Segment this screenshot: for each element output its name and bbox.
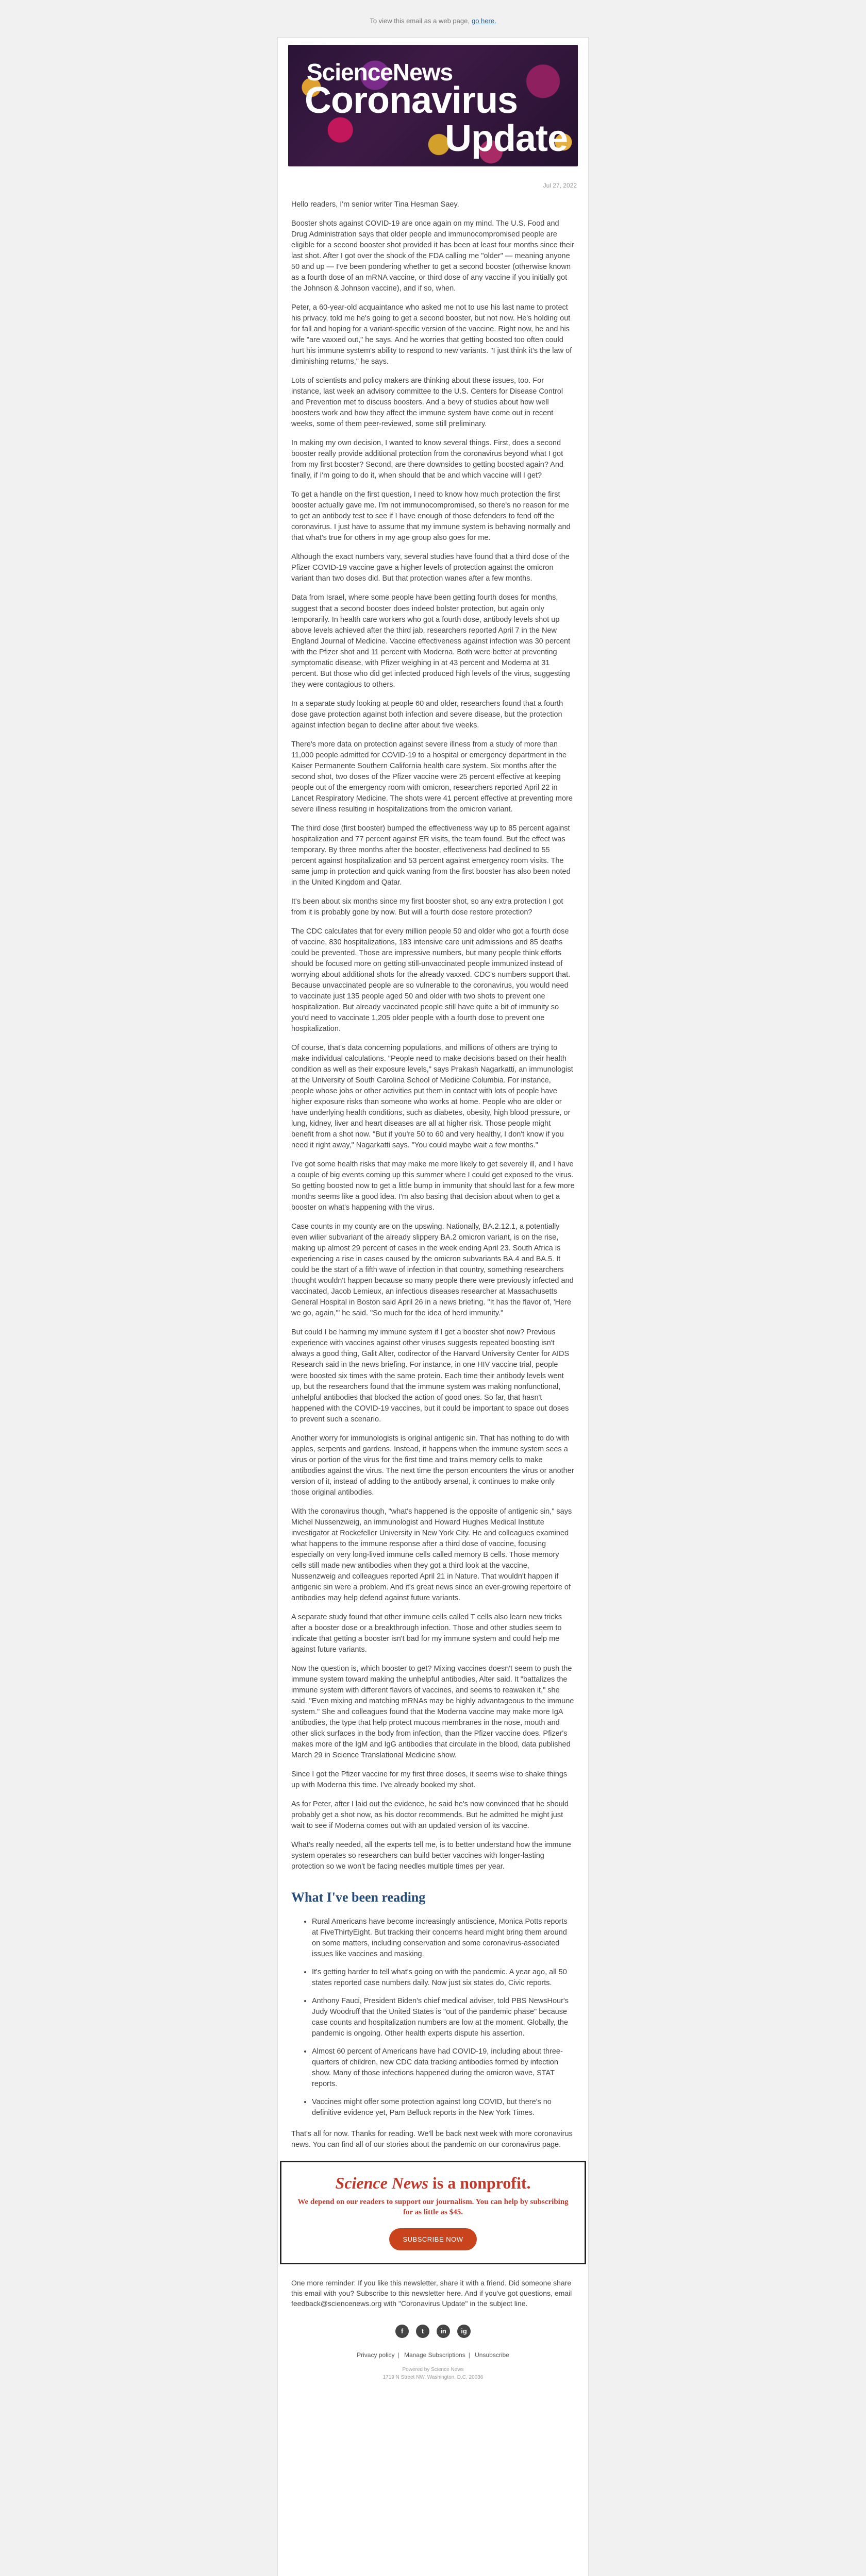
article-paragraph: Another worry for immunologists is original antigenic sin. That has nothing to do with apples, serpents and gardens. Instead, it happens when the immune system sees a virus or portion of the virus for the first time and trains memory cells to make antibodies against the virus. The next time the person encounters the virus or another version of it, instead of adding to the antibody arsenal, it continues to make only those original antibodies. (291, 1434, 574, 1497)
article-paragraph: A separate study found that other immune cells called T cells also learn new tricks after a booster dose or a breakthrough infection. Those and other studies seem to indicate that getting a booster isn't bad for my immune system and could help me against future variants. (291, 1613, 562, 1654)
article-paragraph: Booster shots against COVID-19 are once again on my mind. The U.S. Food and Drug Administration says that older people and immunocompromised people are eligible for a second booster shot provided it has been at least four months since their last shot. After I got over the shock of the FDA calling me "older" — meaning anyone 50 and up — I've been pondering whether to get a second booster (otherwise known as a fourth dose of an mRNA vaccine, or third dose of any vaccine if you initially got the Johnson & Johnson vaccine), and if so, when. (291, 219, 574, 293)
article-paragraph: Case counts in my county are on the upswing. Nationally, BA.2.12.1, a potentially even wilier subvariant of the already slippery BA.2 omicron variant, is on the rise, making up almost 29 percent of cases in the week ending April 23. South Africa is experiencing a rise in cases caused by the omicron subvariants BA.4 and BA.5. It could be the start of a fifth wave of infection in that country, something researchers thought wouldn't happen because so many people there were previously infected and vaccinated, Jacob Lemieux, an infectious diseases researcher at Massachusetts General Hospital in Boston said April 26 in a news briefing. "It has the flavor of, 'Here we go, again,'" he said. "So much for the idea of herd immunity." (291, 1223, 574, 1318)
article-content (291, 199, 575, 2150)
article-paragraph: Although the exact numbers vary, several studies have found that a third dose of the Pfizer COVID-19 vaccine gave a higher levels of protection against the omicron variant than two doses did. But that protection wanes after a few months. (291, 553, 570, 583)
promo-title-italic: Science News (335, 2174, 428, 2193)
brand-logo[interactable]: ScienceNews (307, 59, 453, 86)
article-paragraph: The third dose (first booster) bumped the effectiveness way up to 85 percent against hospitalization and 77 percent against ER visits, the team found. But the effect was temporary. By three months after the booster, effectiveness had declined to 55 percent against hospitalization and 53 percent against emergency room visits. The same jump in protection and quick waning from the first booster has also been noted in the United Kingdom and Qatar. (291, 824, 571, 887)
facebook-icon[interactable]: f (395, 2325, 409, 2338)
reading-list-item: • Almost 60 percent of Americans have had COVID-19, including about three-quarters of children, new CDC data tracking antibodies formed by infection show. Many of those infections happened during the omicron wave, STAT reports. (312, 2046, 575, 2090)
header-banner (288, 45, 578, 166)
article-paragraph: With the coronavirus though, "what's happened is the opposite of antigenic sin," says Michel Nussenzweig, an immunologist and Howard Hughes Medical Institute investigator at Rockefeller University in New York City. He and colleagues examined what happens to the immune response after a third dose of vaccine, focusing especially on very long-lived immune cells called memory B cells. Those memory cells still made new antibodies when they got a third look at the vaccine, Nussenzweig and colleagues reported April 21 in Nature. That wouldn't happen if antigenic sin were a problem. And it's great news since an ever-growing repertoire of antibodies may help defend against future variants. (291, 1507, 572, 1602)
powered-by: Powered by Science News (402, 2366, 464, 2372)
instagram-icon[interactable]: ig (457, 2325, 471, 2338)
article-paragraph: Peter, a 60-year-old acquaintance who asked me not to use his last name to protect his privacy, told me he's going to get a second booster, but not now. He's holding out for fall and hoping for a variant-specific version of the vaccine. Right now, he and his wife "are vaxxed out," he says. And he worries that getting boosted too often could hurt his immune system's ability to respond to new variants. "I just think it's the law of diminishing returns," he says. (291, 303, 572, 366)
privacy-policy-link[interactable]: Privacy policy (357, 2351, 395, 2359)
promo-title (292, 2174, 574, 2193)
article-paragraph: In making my own decision, I wanted to know several things. First, does a second booster really provide additional protection from the coronavirus beyond what I got from my first booster? Second, are there downsides to getting boosted again? And finally, if I'm going to do it, when should that be and which vaccine will I get? (291, 439, 563, 480)
fine-print (278, 2366, 588, 2381)
manage-subscriptions-link[interactable]: Manage Subscriptions (404, 2351, 465, 2359)
subscribe-button[interactable]: SUBSCRIBE NOW (389, 2228, 476, 2250)
reading-list-item: • Anthony Fauci, President Biden's chief medical adviser, told PBS NewsHour's Judy Woodruff that the United States is "out of the pandemic phase" because case counts and hospitalization numbers are low at the moment. Globally, the pandemic is ongoing. Other health experts dispute his assertion. (312, 1996, 575, 2039)
unsubscribe-link[interactable]: Unsubscribe (475, 2351, 509, 2359)
article-paragraph: Since I got the Pfizer vaccine for my first three doses, it seems wise to shake things up with Moderna this time. I've already booked my shot. (291, 1770, 568, 1790)
social-links (278, 2325, 588, 2338)
article-paragraph: It's been about six months since my first booster shot, so any extra protection I got from it is probably gone by now. But will a fourth dose restore protection? (291, 897, 563, 917)
footer-links: Privacy policy | Manage Subscriptions | Unsubscribe (357, 2351, 509, 2359)
preheader-text: To view this email as a web page, (370, 16, 470, 25)
reading-list (291, 1917, 575, 2119)
web-view-link[interactable]: go here. (471, 16, 496, 25)
article-paragraph: I've got some health risks that may make me more likely to get severely ill, and I have a couple of big events coming up this summer where I could get exposed to the virus. So getting boosted now to get a little bump in immunity that should last for a few more months seems like a good idea. I'm also basing that decision about when to get a booster on what's happening with the virus. (291, 1160, 575, 1212)
article-paragraph: Data from Israel, where some people have been getting fourth doses for months, suggest that a second booster does indeed bolster protection, but again only temporarily. In health care workers who got a fourth dose, antibody levels shot up above levels achieved after the third jab, researchers reported April 7 in the New England Journal of Medicine. Vaccine effectiveness against infection was 30 percent with the Pfizer shot and 11 percent with Moderna. Both were better at preventing symptomatic disease, with Pfizer weighing in at 43 percent and Moderna at 31 percent. But those who did get infected produced high levels of the virus, suggesting they were contagious to others. (291, 594, 571, 689)
article-paragraph: Of course, that's data concerning populations, and millions of others are trying to make individual calculations. "People need to make decisions based on their health condition as well as their exposure levels," says Prakash Nagarkatti, an immunologist at the University of South Carolina School of Medicine Columbia. For instance, people whose jobs or other activities put them in contact with lots of people have higher exposure risks than someone who works at home. People who are older or have underlying health conditions, such as diabetes, obesity, high blood pressure, or lung, kidney, liver and heart diseases are all at higher risk. Those people might benefit from a shot now. "But if you're 50 to 60 and very healthy, I don't know if you need it right away," Nagarkatti says. "You could maybe wait a few months." (291, 1044, 573, 1150)
article-paragraph: The CDC calculates that for every million people 50 and older who got a fourth dose of vaccine, 830 hospitalizations, 183 intensive care unit admissions and 85 deaths could be prevented. Those are impressive numbers, but many people think efforts should be focused more on getting still-unvaccinated people immunized instead of worrying about additional shots for the already vaxxed. CDC's numbers support that. Because unvaccinated people are so vulnerable to the coronavirus, you would need to vaccinate just 135 people aged 50 and older with two shots to prevent one hospitalization. But already vaccinated people still have quite a bit of immunity so you'd need to vaccinate 1,205 older people with a fourth dose to prevent one hospitalization. (291, 927, 571, 1033)
reading-list-item: • It's getting harder to tell what's going on with the pandemic. A year ago, all 50 states reported case numbers daily. Now just six states do, Civic reports. (312, 1967, 575, 1989)
article-paragraph: In a separate study looking at people 60 and older, researchers found that a fourth dose gave protection against both infection and severe disease, but the protection against infection began to decline after about five weeks. (291, 699, 563, 730)
reading-list-item: • Rural Americans have become increasingly antiscience, Monica Potts reports at FiveThirtyEight. But tracking their concerns heard might bring them around on some matters, including conservation and some coronavirus-associated issues like vaccines and masking. (312, 1917, 575, 1960)
article-paragraph: There's more data on protection against severe illness from a study of more than 11,000 people admitted for COVID-19 to a hospital or emergency department in the Kaiser Permanente Southern California health care system. Six months after the second shot, two doses of the Pfizer vaccine were 25 percent effective at keeping people out of the emergency room with omicron, researchers reported April 22 in Lancet Respiratory Medicine. The shots were 41 percent effective at preventing more severe illness resulting in hospitalizations from the omicron variant. (291, 740, 573, 814)
reading-list-item: • Vaccines might offer some protection against long COVID, but there's no definitive evidence yet, Pam Belluck reports in the New York Times. (312, 2097, 575, 2119)
twitter-icon[interactable]: t (416, 2325, 429, 2338)
mailing-address: 1719 N Street NW, Washington, D.C. 20036 (382, 2374, 484, 2380)
article-paragraph: To get a handle on the first question, I need to know how much protection the first booster actually gave me. I'm not immunocompromised, so there's no reason for me to get an antibody test to see if I have enough of those defenders to fend off the coronavirus. I just have to assume that my immune system is behaving normally and that what's true for others in my age group also goes for me. (291, 490, 571, 543)
footer-note: One more reminder: If you like this newsletter, share it with a friend. Did someone share this email with you? Subscribe to this newsletter here. And if you've got questions, email feedback@sciencenews.org with "Coronavirus Update" in the subject line. (291, 2278, 572, 2308)
reading-heading: What I've been reading (291, 1890, 426, 1905)
linkedin-icon[interactable]: in (437, 2325, 450, 2338)
article-paragraph: What's really needed, all the experts tell me, is to better understand how the immune system operates so researchers can build better vaccines with longer-lasting protection so we won't be facing needles multiple times per year. (291, 1841, 571, 1871)
article-paragraph: As for Peter, after I laid out the evidence, he said he's now convinced that he should probably get a shot now, as his doctor recommends. But he admitted he might just wait to see if Moderna comes out with an updated version of its vaccine. (291, 1800, 569, 1831)
preheader (0, 0, 866, 41)
article-paragraph: Now the question is, which booster to get? Mixing vaccines doesn't seem to push the immune system toward making the unhelpful antibodies, Alter said. It "battalizes the immune system with different flavors of vaccines, and seems to reawaken it," she said. "Even mixing and matching mRNAs may be highly advantageous to the immune system." She and colleagues found that the Moderna vaccine may make more IgA antibodies, the type that help protect mucous membranes in the nose, mouth and other slick surfaces in the body from infection, than the Pfizer vaccine does. Pfizer's makes more of the IgM and IgG antibodies that circulate in the blood, data published March 29 in Science Translational Medicine show. (291, 1664, 574, 1759)
closing-paragraph: That's all for now. Thanks for reading. We'll be back next week with more coronavirus news. You can find all of our stories about the pandemic on our coronavirus page. (291, 2130, 573, 2149)
header-title-line2: Update (444, 118, 568, 159)
article-paragraph: But could I be harming my immune system if I get a booster shot now? Previous experience with vaccines against other viruses suggests repeated boosting isn't always a good thing, Galit Alter, codirector of the Harvard University Center for AIDS Research said in the news briefing. For instance, in one HIV vaccine trial, people were boosted six times with the same protein. Each time their antibody levels went up, but the researchers found that the immune system was making nonfunctional, unhelpful antibodies that blocked the action of good ones. So far, that hasn't happened with the COVID-19 vaccines, but it could be important to space out doses to prevent such a scenario. (291, 1328, 570, 1423)
header-title-line1: Coronavirus (305, 80, 518, 121)
article-paragraph: Hello readers, I'm senior writer Tina Hesman Saey. (291, 200, 459, 209)
promo-title-rest: is a nonprofit. (428, 2174, 531, 2193)
article-paragraph: Lots of scientists and policy makers are thinking about these issues, too. For instance, last week an advisory committee to the U.S. Centers for Disease Control and Prevention met to discuss boosters. And a bevy of studies about how well boosters work and how they affect the immune system have come out in recent weeks, some of them peer-reviewed, some still preliminary. (291, 377, 563, 429)
issue-date: Jul 27, 2022 (543, 182, 577, 189)
promo-subtitle: We depend on our readers to support our journalism. You can help by subscribing for as little as $45. (297, 2198, 569, 2217)
nonprofit-promo (280, 2161, 586, 2264)
email-body (277, 37, 589, 2576)
article-paragraphs (291, 199, 575, 1872)
